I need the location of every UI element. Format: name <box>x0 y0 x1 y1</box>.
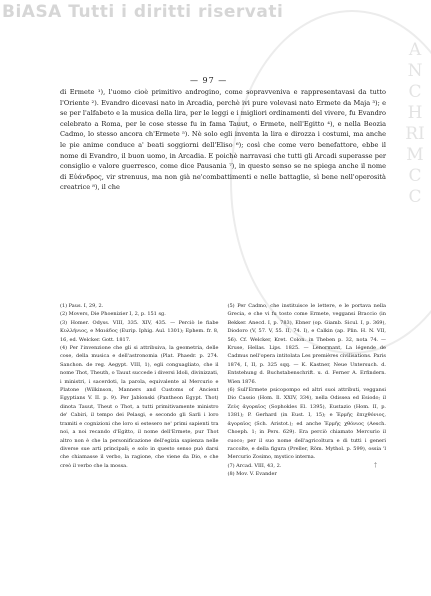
footnotes-left-column <box>60 302 219 479</box>
main-text-block <box>60 87 386 193</box>
footnote: (3) Homer. Odyss. VIII, 335. XIV, 435. — Perciò le fiabe Κυλλήνιος, e Μαιάδος (Eurip. Iphig. Aul. 1301); Ephem. fr. 8, 16, ed. Welcker. Gott. 1817. <box>60 319 219 343</box>
footnote: (4) Per l'invenzione che gli si attribuiva, la geometria, delle cose, della musica e dell'astronomia (Plat. Phaedr. p. 274. Sanchon. de reg. Aegypt. VIII, 1), egli conguagliato, che il nome Thot, Theuth, o Tauut succede i diversi Idoli, divinizzati, i ministri, i sacerdoti, la parola, equivalente al Mercurio e Platone (Wilkinson, Manners and Customs of Ancient Egyptians V. II. p. 9). Per Jablonski (Pantheon Egypt. Thot) dinota Tauut, Theut o Thot, a tutti primitivamente ministro de' Cabiri, il tempo dei Pelasgi, e secondo gli Sarli i loro tramiti e cognizioni che loro si estesero ne' primi sapienti tra noi, a noi recando d'Egitto, il nome dell'Ermete, pur Thot altro non è che la personificazione dell'egizia sapienza nelle diverse sue arti principali; e solo in questo senso può darsi che chiamasse il verbo, la ragione, che viene da Dio, e che creò il verbo che la mossa. <box>60 345 219 469</box>
footnote: (7) Arcad. VIII, 43, 2. <box>227 462 282 469</box>
signature-mark: † <box>374 462 377 469</box>
footnote: (1) Paus. I, 29, 2. <box>60 303 104 309</box>
page-number: — 97 — <box>190 76 228 85</box>
footnotes <box>60 302 386 479</box>
footnote: (2) Movers, Die Phoenizier I, 2, p. 151 sg. <box>60 311 166 318</box>
footnotes-right-column <box>228 302 387 479</box>
footnote: (6) Sull'Ermete psicopompo ed altri suoi attributi, veggansi Dio Cassio (Hom. Il. XXIV, 334), nella Odissea ed Esiodo; il Ζεὺς ἀγοραῖος (Sophokles El. 1395), Eustazio (Hom. II, p. 1381); P. Gerhard (in Eust. I, 15); e Ἑρμῆς ἐπιχθόνιος, ἀγοραῖος (Sch. Aristot.); ed anche Ἑρμῆς χθόνιος (Aesch. Choeph. 1; in Pers. 629). Era perciò chiamato Mercurio il cuoco; per il suo nome dell'agricoltura e di tutti i generi raccolte, e della figura (Preller, Röm. Mythol. p. 599), ossia 'l Mercurio Zosimo, mystico interna. <box>227 387 386 461</box>
copyright-watermark: BiASA Tutti i diritti riservati <box>2 2 284 22</box>
main-paragraph: di Ermete ¹), l'uomo cioè primitivo androgino, come sopravveniva e rappresentavasi da tutto l'Oriente ²). Evandro dicevasi nato in Arcadia, perchè ivi pure volevasi nato Ermete da Maja ³); e se per l'alfabeto e la musica della lira, per le leggi e i migliori ordinamenti del vivere, fu Evandro celebrato a Roma, per le cose stesse fu in fama Tauut, o Ermete, nell'Egitto ⁴), e nella Beozia Cadmo, lo stesso ancora ch'Ermete ⁵). Nè solo egli inventa la lira e dirozza i costumi, ma anche le pie anime conduce a' beati soggiorni dell'Eliso ⁶); così che come vero benefattore, ebbe il nome di Evandro, il buon uomo, in Arcadia. E poichè narravasi che tutti gli Arcadi superasse per consiglio e valore guerresco, come dice Pausania ⁷), in questo senso se ne spiega anche il nome di Εὐάνδρος, vir strenuus, ma non già ne'combattimenti e nelle battaglie, sì bene nell'operosità creatrice ⁸), il che <box>60 88 386 192</box>
seal-lettering: ANCHRIMCC <box>405 40 425 207</box>
footnote: (8) Mov. V. Evander <box>227 471 277 478</box>
footnote: (5) Per Cadmo, che instituisce le lettere, e le portava nella Grecia, e che vi fu tosto come Ermete, veggansi Braccio (in Bekker. Anecd. I, p. 783), Ebner (op. Giamb. Sicul. I, p. 369), Diodoro (V, 57. V, 55. II, 74. I), e Calkin (ap. Plin. H. N. VII, 56). Cf. Welcker, Kret. Colon. in Theben p. 32, nota 74. — Kruse, Hellas. Lips. 1825. — Lenormant, La légende de Cadmus nell'opera intitolata Les premières civilisations. Paris 1874, I, II, p. 325 sqq. — K. Kastner, Neue Untersuch. d. Entstehung d. Buchstabenschrift. u. d. Ferner A. Erfindern. Wien 1876. <box>227 303 386 385</box>
